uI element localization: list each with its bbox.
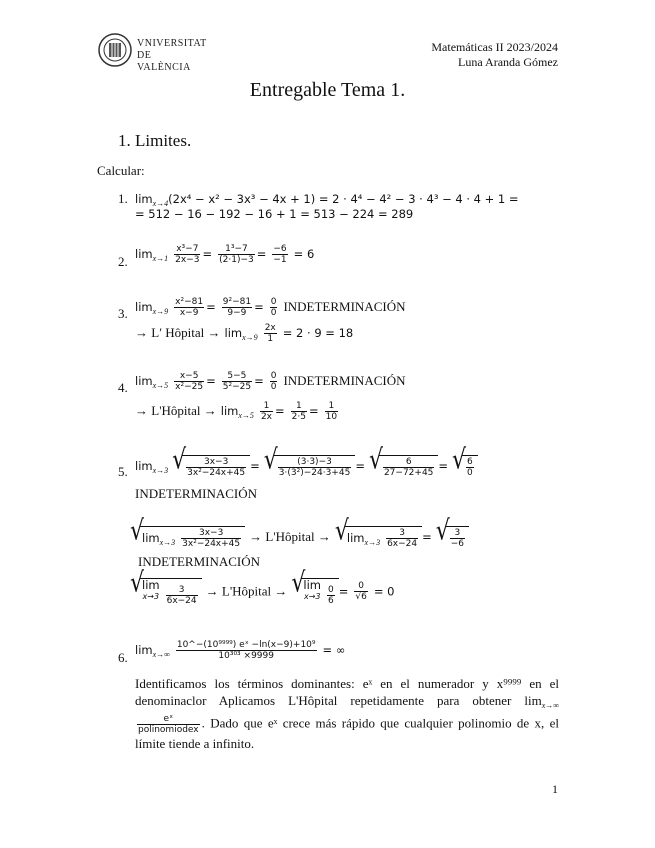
item-number: 5.: [118, 464, 128, 479]
item-number: 6.: [118, 650, 128, 665]
university-name: VNIVERSITAT DE VALÈNCIA: [137, 38, 207, 73]
item-number: 4.: [118, 380, 128, 395]
page-title: Entregable Tema 1.: [249, 79, 406, 101]
university-logo: [97, 30, 207, 74]
exercise-3-line-1: $\lim_{x\to 9}$ $\frac{\text{x²−81}}{x-9}$ = $\frac{\text{9²−81}}{9-9}$ = $\frac{0}{0}$ INDETERMINACIÓN: [135, 297, 406, 318]
item-number: 3.: [118, 306, 128, 321]
exercise-5-line-2: √ $\lim_{x\to 3}$ $\frac{3x-3}{\text{3x²−24x+45}}$ → L'Hôpital → √ $\lim_{x\to 3}$ $\frac{3}{6x-24}$ = √ $\frac{3}{-6}$: [132, 526, 469, 549]
indeterminacy-label: INDETERMINACIÓN: [135, 486, 258, 501]
course-label: Matemáticas II 2023/2024: [431, 40, 558, 54]
page-number: 1: [552, 782, 558, 796]
item-number: 1.: [118, 191, 128, 206]
exercise-5-line-3: √ lim x→3 $\frac{3}{6x-24}$ → L'Hôpital → √ lim x→3 $\frac{0}{6}$ = $\frac{0}{√6}$ = 0: [132, 578, 394, 606]
exercise-4-line-2: → L'Hôpital → $\lim_{x\to 5}$ $\frac{1}{2x}$ = $\frac{1}{2\cdot 5}$ = $\frac{1}{10}$: [135, 401, 338, 422]
exercise-5-line-1: $\lim_{x\to 3}$ √ $\frac{3x-3}{\text{3x²−24x+45}}$ = √ $\frac{(3\cdot 3)-3}{\text{3·(3²)−24·3+45}}$ = √ $\frac{6}{27-72+45}$ = √ $\frac{6}{0}$: [135, 455, 478, 478]
university-seal-icon: [97, 30, 133, 70]
exercise-3-line-2: → L′ Hôpital → $\lim_{x\to 9}$ $\frac{2x}{1}$ = 2 · 9 = 18: [135, 323, 354, 344]
document-header: [431, 40, 558, 70]
item-number: 2.: [118, 254, 128, 269]
indeterminacy-label-2: INDETERMINACIÓN: [138, 554, 261, 569]
exercise-4-line-1: $\lim_{x\to 5}$ $\frac{x-5}{\text{x²−25}}$ = $\frac{5-5}{\text{5²−25}}$ = $\frac{0}{0}$ INDETERMINACIÓN: [135, 371, 406, 392]
explanation-paragraph: Identificamos los términos dominantes: eˣ en el numerador y x⁹⁹⁹⁹ en el denominaclor Aplicamos L'Hôpital repetidamente para obtener $\lim_{x\to\infty}$ $\frac{\text{eˣ}}{\text{polinomiodex}}$ . Dado que eˣ crece más rápido que cualquier polinomio de x, el límite tiende a infinito.: [135, 676, 559, 751]
intro-text: Calcular:: [97, 163, 145, 178]
exercise-1-line-2: = 512 − 16 − 192 − 16 + 1 = 513 − 224 = 289: [135, 207, 414, 221]
author-name: Luna Aranda Gómez: [458, 55, 558, 69]
exercise-1: [118, 190, 128, 208]
section-heading: 1. Limites.: [118, 131, 192, 150]
exercise-2: $\lim_{x\to 1}$ $\frac{\text{x³−7}}{2x-3}$ = $\frac{\text{1³−7}}{(2\cdot 1)-3}$ = $\frac{-6}{-1}$ = 6: [135, 244, 315, 265]
exercise-6-line-1: $\lim_{x\to\infty}$ $\frac{\text{10\textasciicircum{}−(10⁹⁹⁹⁹) eˣ −ln(x−9)+10⁹}}{\text{10³⁰³ ×9999}}$ = ∞: [135, 640, 346, 661]
exercise-1-line-1: $\lim_{x\to 4}(2x^4 - x^2 - 3x^3 - 4x + 1) = 2 \cdot 4^4 - 4^2 - 3 \cdot 4^3 - 4 \cdot 4 + 1$ =: [135, 192, 519, 208]
